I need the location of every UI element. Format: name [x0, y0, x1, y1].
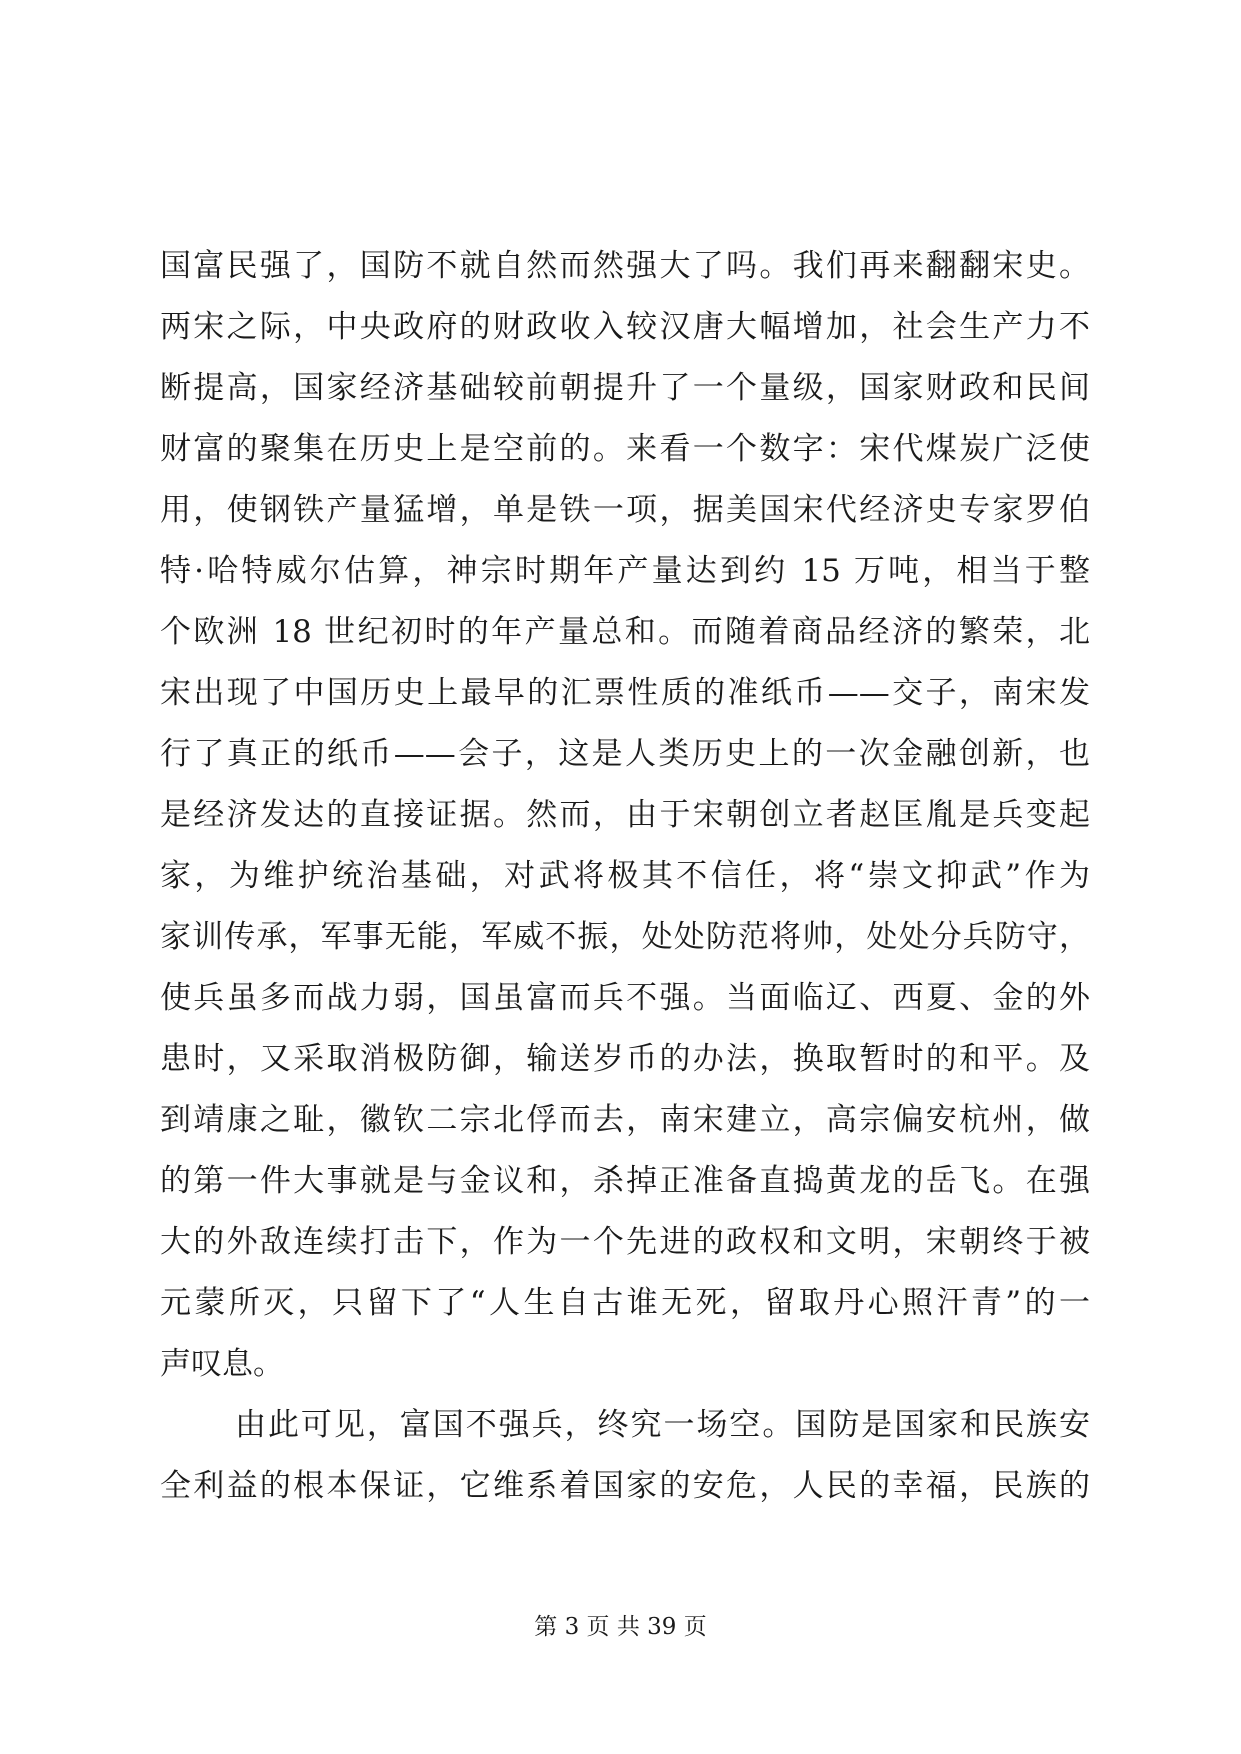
paragraph	[160, 1395, 1090, 1517]
page-footer: 第 3 页 共 39 页	[534, 1614, 707, 1640]
text-line: 两宋之际，中央政府的财政收入较汉唐大幅增加，社会生产力不	[160, 309, 1090, 345]
text-line: 患时，又采取消极防御，输送岁币的办法，换取暂时的和平。及	[160, 1041, 1090, 1077]
text-line: 由此可见，富国不强兵，终究一场空。国防是国家和民族安	[235, 1407, 1090, 1443]
text-line: 的第一件大事就是与金议和，杀掉正准备直捣黄龙的岳飞。在强	[160, 1163, 1090, 1199]
text-line: 宋出现了中国历史上最早的汇票性质的准纸币——交子，南宋发	[160, 675, 1090, 711]
text-line: 行了真正的纸币——会子，这是人类历史上的一次金融创新，也	[160, 736, 1090, 772]
text-line: 家训传承，军事无能，军威不振，处处防范将帅，处处分兵防守，	[160, 919, 1090, 955]
text-line: 大的外敌连续打击下，作为一个先进的政权和文明，宋朝终于被	[160, 1224, 1090, 1260]
text-line: 全利益的根本保证，它维系着国家的安危，人民的幸福，民族的	[160, 1468, 1090, 1504]
document-body	[160, 236, 1090, 1517]
text-line: 到靖康之耻，徽钦二宗北俘而去，南宋建立，高宗偏安杭州，做	[160, 1102, 1090, 1138]
text-line: 国富民强了，国防不就自然而然强大了吗。我们再来翻翻宋史。	[160, 248, 1090, 284]
text-line: 声叹息。	[160, 1346, 284, 1382]
text-line: 特·哈特威尔估算，神宗时期年产量达到约 15 万吨，相当于整	[160, 553, 1090, 589]
text-line: 财富的聚集在历史上是空前的。来看一个数字：宋代煤炭广泛使	[160, 431, 1090, 467]
text-line: 断提高，国家经济基础较前朝提升了一个量级，国家财政和民间	[160, 370, 1090, 406]
text-line: 使兵虽多而战力弱，国虽富而兵不强。当面临辽、西夏、金的外	[160, 980, 1090, 1016]
text-line: 元蒙所灭，只留下了“人生自古谁无死，留取丹心照汗青”的一	[160, 1285, 1090, 1321]
text-line: 个欧洲 18 世纪初时的年产量总和。而随着商品经济的繁荣，北	[160, 614, 1090, 650]
paragraph	[160, 236, 1090, 1395]
text-line: 家，为维护统治基础，对武将极其不信任，将“崇文抑武”作为	[160, 858, 1090, 894]
text-line: 是经济发达的直接证据。然而，由于宋朝创立者赵匡胤是兵变起	[160, 797, 1090, 833]
text-line: 用，使钢铁产量猛增，单是铁一项，据美国宋代经济史专家罗伯	[160, 492, 1090, 528]
